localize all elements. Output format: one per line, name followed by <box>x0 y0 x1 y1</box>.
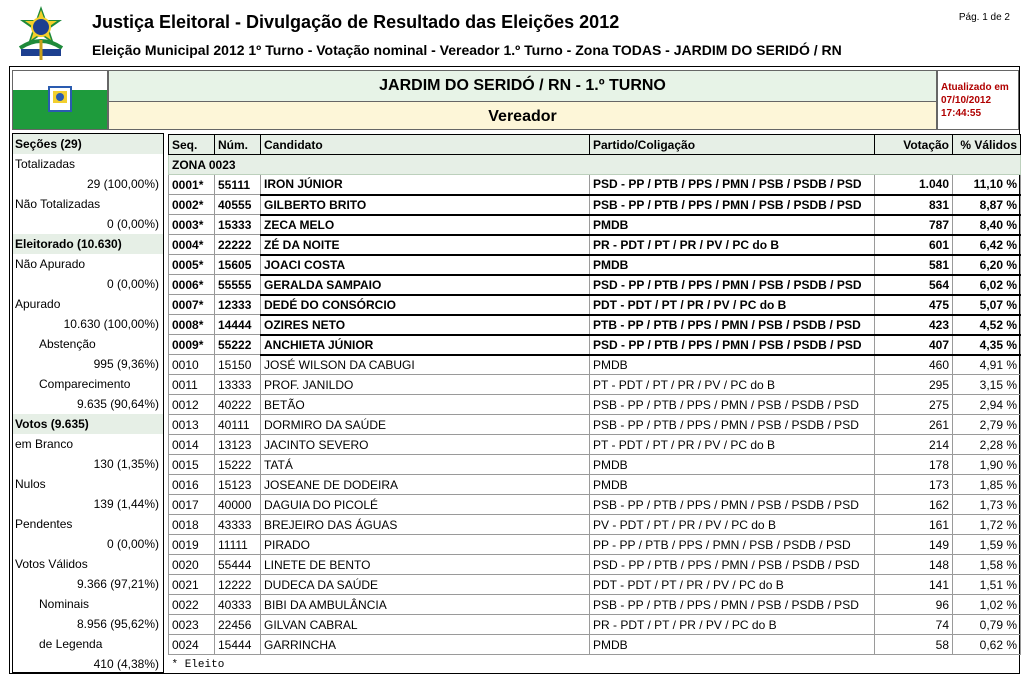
cell-party: PSB - PP / PTB / PPS / PMN / PSB / PSDB / PSD <box>590 415 875 435</box>
cell-votes: 564 <box>875 275 953 295</box>
cell-votes: 162 <box>875 495 953 515</box>
cell-num: 40000 <box>215 495 261 515</box>
cell-pct: 11,10 % <box>953 175 1021 195</box>
cell-num: 15150 <box>215 355 261 375</box>
legenda-label: de Legenda <box>39 637 103 651</box>
table-row <box>169 515 1021 535</box>
cell-candidate-name: BIBI DA AMBULÂNCIA <box>261 595 590 615</box>
cell-num: 40333 <box>215 595 261 615</box>
cell-candidate-name: GERALDA SAMPAIO <box>261 275 590 295</box>
cell-pct: 1,72 % <box>953 515 1021 535</box>
cell-votes: 74 <box>875 615 953 635</box>
table-row <box>169 595 1021 615</box>
cell-num: 15123 <box>215 475 261 495</box>
table-header-row <box>169 135 1021 155</box>
cell-party: PR - PDT / PT / PR / PV / PC do B <box>590 615 875 635</box>
pendentes-value: 0 (0,00%) <box>106 537 159 551</box>
cell-votes: 178 <box>875 455 953 475</box>
cell-party: PT - PDT / PT / PR / PV / PC do B <box>590 375 875 395</box>
table-row <box>169 355 1021 375</box>
cell-party: PMDB <box>590 635 875 655</box>
cell-num: 40555 <box>215 195 261 215</box>
cell-seq: 0024 <box>169 635 215 655</box>
cell-party: PV - PDT / PT / PR / PV / PC do B <box>590 515 875 535</box>
cell-votes: 423 <box>875 315 953 335</box>
comparecimento-label: Comparecimento <box>39 377 131 391</box>
cell-party: PSB - PP / PTB / PPS / PMN / PSB / PSDB / PSD <box>590 595 875 615</box>
table-row <box>169 535 1021 555</box>
cell-num: 55555 <box>215 275 261 295</box>
cell-seq: 0022 <box>169 595 215 615</box>
cell-num: 43333 <box>215 515 261 535</box>
table-row <box>169 415 1021 435</box>
cell-pct: 4,52 % <box>953 315 1021 335</box>
branco-value: 130 (1,35%) <box>93 457 159 471</box>
cell-party: PSD - PP / PTB / PPS / PMN / PSB / PSDB / PSD <box>590 335 875 355</box>
pendentes-label: Pendentes <box>15 517 73 531</box>
zone-label: ZONA 0023 <box>169 155 1021 175</box>
cell-num: 11111 <box>215 535 261 555</box>
cell-votes: 96 <box>875 595 953 615</box>
cell-candidate-name: JACINTO SEVERO <box>261 435 590 455</box>
cell-pct: 1,59 % <box>953 535 1021 555</box>
table-row <box>169 375 1021 395</box>
cell-pct: 1,73 % <box>953 495 1021 515</box>
table-row <box>169 475 1021 495</box>
eleitorado-header: Eleitorado (10.630) <box>13 234 163 254</box>
cell-seq: 0003* <box>169 215 215 235</box>
cell-party: PMDB <box>590 475 875 495</box>
cell-party: PSB - PP / PTB / PPS / PMN / PSB / PSDB / PSD <box>590 495 875 515</box>
cell-party: PTB - PP / PTB / PPS / PMN / PSB / PSDB / PSD <box>590 315 875 335</box>
cell-votes: 161 <box>875 515 953 535</box>
table-row <box>169 635 1021 655</box>
cell-party: PSD - PP / PTB / PPS / PMN / PSB / PSDB / PSD <box>590 555 875 575</box>
cell-num: 15444 <box>215 635 261 655</box>
update-time: 17:44:55 <box>941 108 982 119</box>
cell-num: 22222 <box>215 235 261 255</box>
nominais-label: Nominais <box>39 597 90 611</box>
cell-candidate-name: DAGUIA DO PICOLÉ <box>261 495 590 515</box>
header-candidate: Candidato <box>261 135 590 155</box>
apurado-label: Apurado <box>15 297 61 311</box>
cell-pct: 2,94 % <box>953 395 1021 415</box>
cell-num: 12222 <box>215 575 261 595</box>
cell-seq: 0018 <box>169 515 215 535</box>
update-label: Atualizado em <box>941 82 1009 93</box>
cell-num: 13333 <box>215 375 261 395</box>
table-row <box>169 435 1021 455</box>
cell-votes: 295 <box>875 375 953 395</box>
cell-candidate-name: TATÁ <box>261 455 590 475</box>
table-row <box>169 235 1021 255</box>
cell-num: 12333 <box>215 295 261 315</box>
cell-votes: 173 <box>875 475 953 495</box>
cell-votes: 141 <box>875 575 953 595</box>
cell-pct: 4,35 % <box>953 335 1021 355</box>
cell-party: PSB - PP / PTB / PPS / PMN / PSB / PSDB / PSD <box>590 395 875 415</box>
nao-apurado-label: Não Apurado <box>15 257 86 271</box>
table-row <box>169 575 1021 595</box>
cell-votes: 601 <box>875 235 953 255</box>
cell-seq: 0015 <box>169 455 215 475</box>
nao-apurado-value: 0 (0,00%) <box>106 277 159 291</box>
nulos-value: 139 (1,44%) <box>93 497 159 511</box>
cell-votes: 261 <box>875 415 953 435</box>
table-row <box>169 335 1021 355</box>
cell-pct: 2,79 % <box>953 415 1021 435</box>
cell-num: 40222 <box>215 395 261 415</box>
cell-candidate-name: JOSÉ WILSON DA CABUGI <box>261 355 590 375</box>
brazil-coat-of-arms-icon <box>12 4 70 62</box>
validos-value: 9.366 (97,21%) <box>76 577 159 591</box>
footnote-row <box>169 655 1021 675</box>
cell-num: 55444 <box>215 555 261 575</box>
cell-party: PMDB <box>590 455 875 475</box>
cell-num: 14444 <box>215 315 261 335</box>
cell-candidate-name: JOSEANE DE DODEIRA <box>261 475 590 495</box>
cell-seq: 0012 <box>169 395 215 415</box>
comparecimento-value: 9.635 (90,64%) <box>76 397 159 411</box>
cell-candidate-name: BREJEIRO DAS ÁGUAS <box>261 515 590 535</box>
cell-votes: 460 <box>875 355 953 375</box>
cell-seq: 0014 <box>169 435 215 455</box>
cell-pct: 0,79 % <box>953 615 1021 635</box>
cell-candidate-name: ZÉ DA NOITE <box>261 235 590 255</box>
cell-seq: 0016 <box>169 475 215 495</box>
nominais-value: 8.956 (95,62%) <box>76 617 159 631</box>
cell-candidate-name: LINETE DE BENTO <box>261 555 590 575</box>
cell-pct: 0,62 % <box>953 635 1021 655</box>
cell-candidate-name: IRON JÚNIOR <box>261 175 590 195</box>
table-row <box>169 195 1021 215</box>
table-row <box>169 255 1021 275</box>
cell-votes: 407 <box>875 335 953 355</box>
cell-party: PSD - PP / PTB / PPS / PMN / PSB / PSDB / PSD <box>590 175 875 195</box>
totalizadas-label: Totalizadas <box>15 157 76 171</box>
rn-flag-icon <box>13 71 107 129</box>
cell-candidate-name: JOACI COSTA <box>261 255 590 275</box>
cell-num: 22456 <box>215 615 261 635</box>
cell-seq: 0019 <box>169 535 215 555</box>
cell-pct: 2,28 % <box>953 435 1021 455</box>
cell-seq: 0021 <box>169 575 215 595</box>
cell-votes: 581 <box>875 255 953 275</box>
cell-pct: 6,02 % <box>953 275 1021 295</box>
cell-seq: 0006* <box>169 275 215 295</box>
cell-votes: 1.040 <box>875 175 953 195</box>
cell-pct: 1,51 % <box>953 575 1021 595</box>
cell-candidate-name: ANCHIETA JÚNIOR <box>261 335 590 355</box>
cell-party: PDT - PDT / PT / PR / PV / PC do B <box>590 295 875 315</box>
cell-votes: 831 <box>875 195 953 215</box>
cell-party: PMDB <box>590 255 875 275</box>
update-date: 07/10/2012 <box>941 95 992 106</box>
nao-totalizadas-label: Não Totalizadas <box>15 197 101 211</box>
summary-panel <box>12 133 164 673</box>
abstencao-label: Abstenção <box>39 337 96 351</box>
cell-seq: 0007* <box>169 295 215 315</box>
office-title: Vereador <box>488 107 557 125</box>
cell-num: 40111 <box>215 415 261 435</box>
branco-label: em Branco <box>15 437 74 451</box>
table-row <box>169 455 1021 475</box>
legenda-value: 410 (4,38%) <box>93 657 159 671</box>
cell-seq: 0013 <box>169 415 215 435</box>
cell-party: PMDB <box>590 355 875 375</box>
cell-party: PDT - PDT / PT / PR / PV / PC do B <box>590 575 875 595</box>
cell-candidate-name: OZIRES NETO <box>261 315 590 335</box>
cell-votes: 787 <box>875 215 953 235</box>
header-pct: % Válidos <box>953 135 1021 155</box>
document-subtitle: Eleição Municipal 2012 1º Turno - Votação nominal - Vereador 1.º Turno - Zona TODAS - JARDIM DO SERIDÓ / RN <box>92 42 842 58</box>
cell-pct: 1,90 % <box>953 455 1021 475</box>
table-row <box>169 495 1021 515</box>
table-row <box>169 315 1021 335</box>
cell-candidate-name: PROF. JANILDO <box>261 375 590 395</box>
table-row <box>169 275 1021 295</box>
cell-seq: 0017 <box>169 495 215 515</box>
cell-pct: 1,02 % <box>953 595 1021 615</box>
cell-votes: 58 <box>875 635 953 655</box>
cell-candidate-name: PIRADO <box>261 535 590 555</box>
document-title: Justiça Eleitoral - Divulgação de Resultado das Eleições 2012 <box>92 12 620 32</box>
cell-candidate-name: DUDECA DA SAÚDE <box>261 575 590 595</box>
totalizadas-value: 29 (100,00%) <box>86 177 159 191</box>
cell-party: PT - PDT / PT / PR / PV / PC do B <box>590 435 875 455</box>
cell-party: PP - PP / PTB / PPS / PMN / PSB / PSDB / PSD <box>590 535 875 555</box>
cell-seq: 0010 <box>169 355 215 375</box>
update-timestamp <box>937 70 1019 130</box>
cell-seq: 0002* <box>169 195 215 215</box>
cell-votes: 149 <box>875 535 953 555</box>
cell-votes: 475 <box>875 295 953 315</box>
cell-pct: 6,20 % <box>953 255 1021 275</box>
cell-seq: 0011 <box>169 375 215 395</box>
table-row <box>169 295 1021 315</box>
cell-seq: 0023 <box>169 615 215 635</box>
table-row <box>169 555 1021 575</box>
header-party: Partido/Coligação <box>590 135 875 155</box>
cell-seq: 0008* <box>169 315 215 335</box>
abstencao-value: 995 (9,36%) <box>93 357 159 371</box>
table-row <box>169 175 1021 195</box>
cell-num: 55111 <box>215 175 261 195</box>
cell-candidate-name: GILBERTO BRITO <box>261 195 590 215</box>
cell-pct: 8,87 % <box>953 195 1021 215</box>
cell-party: PSB - PP / PTB / PPS / PMN / PSB / PSDB / PSD <box>590 195 875 215</box>
cell-candidate-name: GILVAN CABRAL <box>261 615 590 635</box>
header-seq: Seq. <box>169 135 215 155</box>
cell-pct: 4,91 % <box>953 355 1021 375</box>
cell-pct: 5,07 % <box>953 295 1021 315</box>
header-votes: Votação <box>875 135 953 155</box>
elected-footnote: * Eleito <box>171 658 225 671</box>
title-banner <box>108 70 937 130</box>
cell-seq: 0004* <box>169 235 215 255</box>
cell-party: PMDB <box>590 215 875 235</box>
table-row <box>169 215 1021 235</box>
secoes-header: Seções (29) <box>13 134 163 154</box>
cell-num: 15222 <box>215 455 261 475</box>
cell-candidate-name: ZECA MELO <box>261 215 590 235</box>
cell-seq: 0020 <box>169 555 215 575</box>
cell-votes: 214 <box>875 435 953 455</box>
validos-label: Votos Válidos <box>15 557 88 571</box>
cell-pct: 1,85 % <box>953 475 1021 495</box>
cell-pct: 6,42 % <box>953 235 1021 255</box>
cell-num: 15605 <box>215 255 261 275</box>
cell-candidate-name: DORMIRO DA SAÚDE <box>261 415 590 435</box>
cell-candidate-name: BETÃO <box>261 395 590 415</box>
apurado-value: 10.630 (100,00%) <box>63 317 159 331</box>
cell-pct: 1,58 % <box>953 555 1021 575</box>
cell-pct: 8,40 % <box>953 215 1021 235</box>
table-row <box>169 615 1021 635</box>
cell-candidate-name: DEDÉ DO CONSÓRCIO <box>261 295 590 315</box>
cell-num: 55222 <box>215 335 261 355</box>
table-row <box>169 395 1021 415</box>
header-num: Núm. <box>215 135 261 155</box>
cell-party: PSD - PP / PTB / PPS / PMN / PSB / PSDB / PSD <box>590 275 875 295</box>
nao-totalizadas-value: 0 (0,00%) <box>106 217 159 231</box>
page-indicator: Pág. 1 de 2 <box>958 12 1010 23</box>
cell-votes: 275 <box>875 395 953 415</box>
cell-num: 13123 <box>215 435 261 455</box>
nulos-label: Nulos <box>15 477 46 491</box>
cell-seq: 0005* <box>169 255 215 275</box>
cell-seq: 0009* <box>169 335 215 355</box>
votos-header: Votos (9.635) <box>13 414 163 434</box>
cell-party: PR - PDT / PT / PR / PV / PC do B <box>590 235 875 255</box>
cell-votes: 148 <box>875 555 953 575</box>
cell-seq: 0001* <box>169 175 215 195</box>
municipal-flag <box>12 70 108 130</box>
cell-pct: 3,15 % <box>953 375 1021 395</box>
municipality-title: JARDIM DO SERIDÓ / RN - 1.º TURNO <box>109 71 936 102</box>
zone-row <box>169 155 1021 175</box>
cell-num: 15333 <box>215 215 261 235</box>
results-table <box>168 134 1021 675</box>
cell-candidate-name: GARRINCHA <box>261 635 590 655</box>
